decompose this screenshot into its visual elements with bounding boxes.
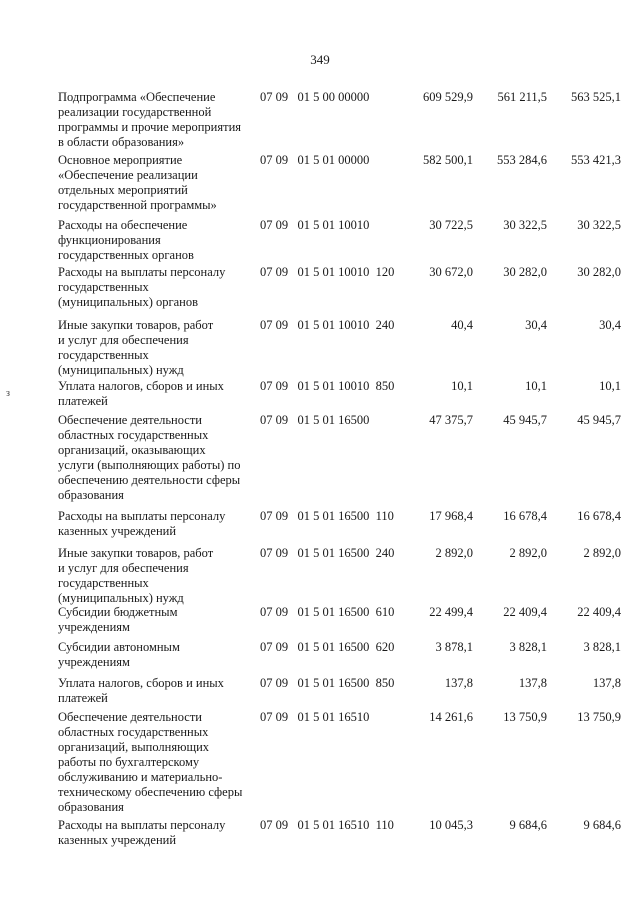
row-name: Иные закупки товаров, работ и услуг для обеспечения государственных (муниципальных) нужд	[58, 546, 214, 605]
row-value-year1: 30 722,5	[429, 218, 473, 232]
row-code: 07 09 01 5 01 16500 850	[260, 676, 395, 690]
row-value-year3: 137,8	[592, 676, 621, 690]
margin-mark: з	[6, 388, 10, 399]
row-code: 07 09 01 5 01 16510 110	[260, 818, 394, 832]
row-code: 07 09 01 5 01 16500 610	[260, 605, 395, 619]
row-name: Уплата налогов, сборов и иных платежей	[58, 379, 224, 408]
row-name: Расходы на выплаты персоналу казенных учреждений	[58, 509, 226, 538]
row-value-year3: 30 322,5	[577, 218, 621, 232]
row-value-year1: 10,1	[451, 379, 473, 393]
row-value-year1: 40,4	[451, 318, 473, 332]
row-value-year1: 30 672,0	[429, 265, 473, 279]
row-value-year2: 137,8	[518, 676, 547, 690]
row-name: Основное мероприятие «Обеспечение реализации отдельных мероприятий государственной программы»	[58, 153, 217, 212]
row-value-year3: 30,4	[599, 318, 621, 332]
row-value-year3: 13 750,9	[577, 710, 621, 724]
row-value-year1: 2 892,0	[435, 546, 473, 560]
row-code: 07 09 01 5 01 10010 240	[260, 318, 395, 332]
row-value-year1: 3 878,1	[435, 640, 473, 654]
row-name: Расходы на выплаты персоналу казенных учреждений	[58, 818, 226, 847]
row-value-year2: 10,1	[525, 379, 547, 393]
row-value-year1: 17 968,4	[429, 509, 473, 523]
row-value-year2: 13 750,9	[503, 710, 547, 724]
row-value-year1: 609 529,9	[423, 90, 473, 104]
row-value-year1: 14 261,6	[429, 710, 473, 724]
row-value-year1: 10 045,3	[429, 818, 473, 832]
row-value-year3: 3 828,1	[583, 640, 621, 654]
row-value-year2: 561 211,5	[497, 90, 547, 104]
row-value-year2: 22 409,4	[503, 605, 547, 619]
row-value-year1: 582 500,1	[423, 153, 473, 167]
row-name: Подпрограмма «Обеспечение реализации государственной программы и прочие мероприятия в области образования»	[58, 90, 242, 149]
row-name: Обеспечение деятельности областных государственных организаций, выполняющих работы по бухгалтерскому обслуживанию и материально- техническому обеспечению сферы образования	[58, 710, 243, 814]
row-code: 07 09 01 5 01 16510	[260, 710, 370, 724]
row-code: 07 09 01 5 01 16500	[260, 413, 370, 427]
row-value-year3: 30 282,0	[577, 265, 621, 279]
row-value-year2: 30 282,0	[503, 265, 547, 279]
row-value-year2: 3 828,1	[509, 640, 547, 654]
row-code: 07 09 01 5 01 10010 850	[260, 379, 395, 393]
row-name: Субсидии бюджетным учреждениям	[58, 605, 178, 634]
row-value-year3: 563 525,1	[571, 90, 621, 104]
row-code: 07 09 01 5 00 00000	[260, 90, 370, 104]
row-code: 07 09 01 5 01 16500 620	[260, 640, 395, 654]
row-value-year2: 9 684,6	[509, 818, 547, 832]
row-value-year2: 2 892,0	[509, 546, 547, 560]
row-value-year1: 47 375,7	[429, 413, 473, 427]
row-value-year1: 137,8	[444, 676, 473, 690]
row-code: 07 09 01 5 01 16500 240	[260, 546, 395, 560]
row-value-year2: 30 322,5	[503, 218, 547, 232]
row-name: Уплата налогов, сборов и иных платежей	[58, 676, 224, 705]
row-code: 07 09 01 5 01 10010 120	[260, 265, 395, 279]
row-value-year3: 553 421,3	[571, 153, 621, 167]
row-code: 07 09 01 5 01 16500 110	[260, 509, 394, 523]
page-number: 349	[310, 52, 330, 67]
row-value-year3: 16 678,4	[577, 509, 621, 523]
row-name: Расходы на выплаты персоналу государственных (муниципальных) органов	[58, 265, 226, 309]
row-value-year1: 22 499,4	[429, 605, 473, 619]
row-value-year3: 10,1	[599, 379, 621, 393]
row-name: Расходы на обеспечение функционирования государственных органов	[58, 218, 194, 262]
row-value-year3: 45 945,7	[577, 413, 621, 427]
row-value-year2: 30,4	[525, 318, 547, 332]
row-value-year3: 2 892,0	[583, 546, 621, 560]
row-name: Иные закупки товаров, работ и услуг для обеспечения государственных (муниципальных) нужд	[58, 318, 214, 377]
row-value-year2: 45 945,7	[503, 413, 547, 427]
row-code: 07 09 01 5 01 10010	[260, 218, 370, 232]
row-value-year2: 16 678,4	[503, 509, 547, 523]
row-name: Обеспечение деятельности областных государственных организаций, оказывающих услуги (выполняющих работы) по обеспечению деятельности сферы образования	[58, 413, 241, 502]
row-value-year3: 9 684,6	[583, 818, 621, 832]
row-name: Субсидии автономным учреждениям	[58, 640, 180, 669]
row-value-year3: 22 409,4	[577, 605, 621, 619]
row-code: 07 09 01 5 01 00000	[260, 153, 370, 167]
row-value-year2: 553 284,6	[497, 153, 547, 167]
